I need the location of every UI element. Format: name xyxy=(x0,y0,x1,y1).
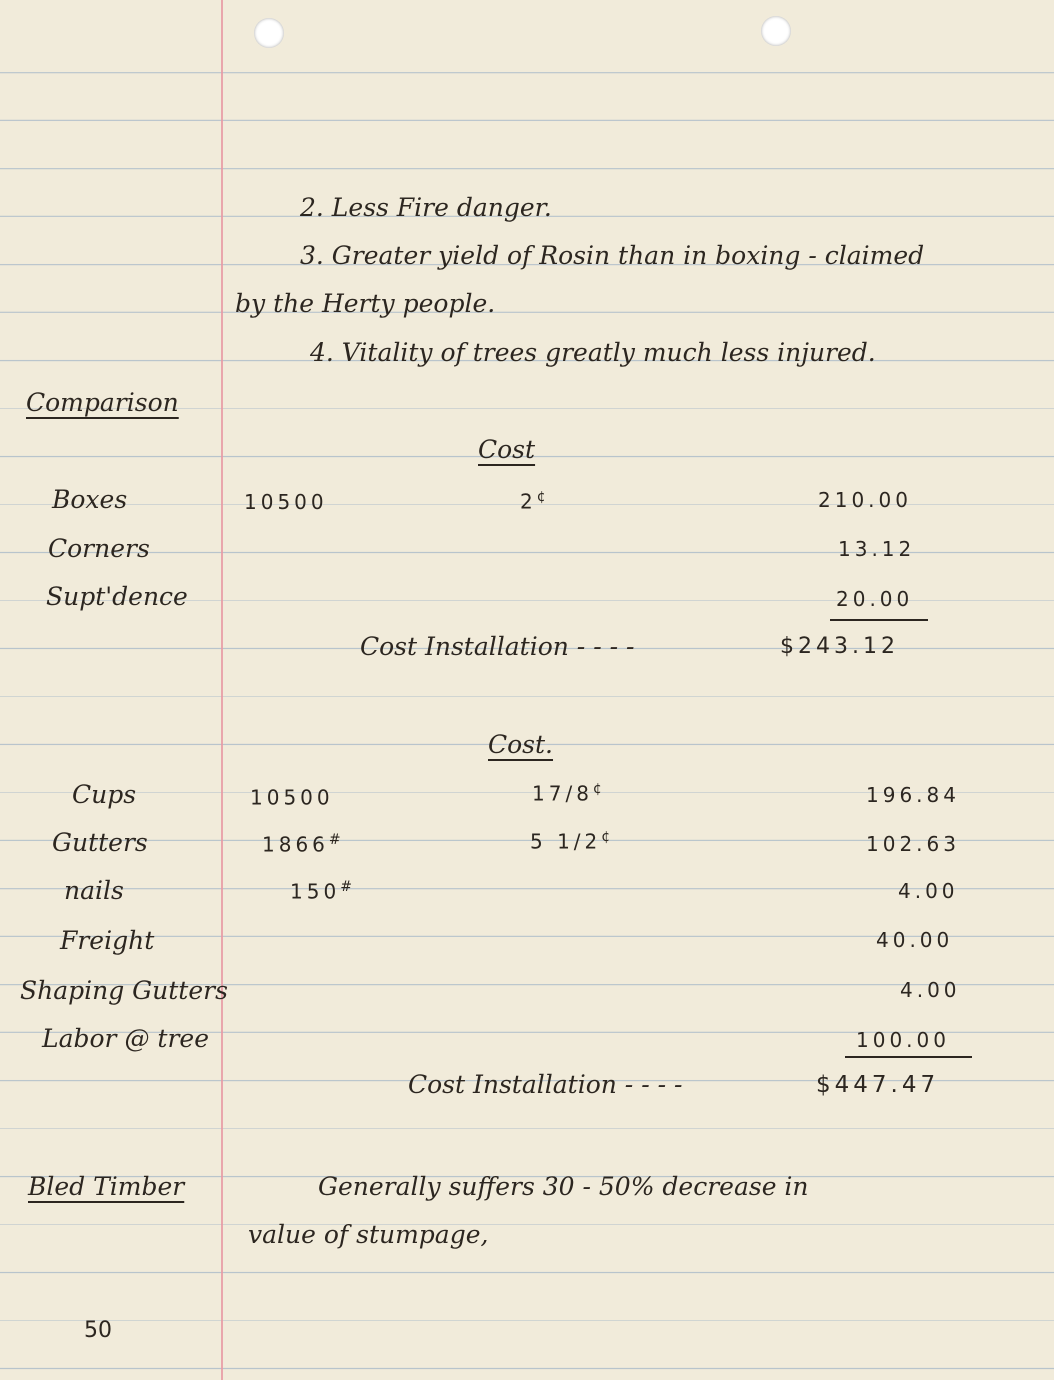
bled-timber-line1: Generally suffers 30 - 50% decrease in xyxy=(318,1172,809,1201)
boxing-row-label: Boxes xyxy=(52,485,128,514)
cups-cost-heading: Cost. xyxy=(488,730,554,759)
boxing-row-amount: 13.12 xyxy=(838,537,916,561)
cups-sum-rule xyxy=(845,1056,972,1058)
punch-hole-right xyxy=(761,16,791,46)
boxing-row-rate: 2¢ xyxy=(520,489,550,514)
bled-timber-heading: Bled Timber xyxy=(28,1172,185,1201)
cups-total-value: $447.47 xyxy=(816,1072,940,1098)
boxing-sum-rule xyxy=(830,619,928,621)
comparison-heading: Comparison xyxy=(26,388,179,417)
boxing-row-amount: 210.00 xyxy=(818,488,912,512)
boxing-cost-heading: Cost xyxy=(478,435,536,464)
cups-row-label: Shaping Gutters xyxy=(20,976,228,1005)
cups-row-label: Cups xyxy=(72,780,137,809)
page-number: 50 xyxy=(84,1318,112,1343)
cups-row-amount: 100.00 xyxy=(856,1028,950,1052)
boxing-total-value: $243.12 xyxy=(780,634,899,659)
boxing-total-label: Cost Installation - - - - xyxy=(360,632,635,661)
cups-row-rate: 5 1/2¢ xyxy=(530,829,615,854)
cups-row-amount: 4.00 xyxy=(900,978,961,1002)
boxing-row-label: Corners xyxy=(48,534,150,563)
item-4: 4. Vitality of trees greatly much less injured. xyxy=(310,338,876,367)
cups-row-qty: 150# xyxy=(290,879,356,904)
punch-hole-left xyxy=(254,18,284,48)
item-3-line2: by the Herty people. xyxy=(235,289,496,318)
cups-row-label: Labor @ tree xyxy=(42,1024,209,1053)
cups-row-amount: 40.00 xyxy=(876,928,954,952)
cups-total-label: Cost Installation - - - - xyxy=(408,1070,683,1099)
bled-timber-line2: value of stumpage, xyxy=(248,1220,489,1249)
item-3-line1: 3. Greater yield of Rosin than in boxing - claimed xyxy=(300,241,925,270)
margin-line xyxy=(221,0,223,1380)
cups-row-qty: 1866# xyxy=(262,832,345,857)
boxing-row-qty: 10500 xyxy=(244,490,328,514)
cups-row-amount: 102.63 xyxy=(866,832,960,856)
item-2: 2. Less Fire danger. xyxy=(300,193,552,222)
cups-row-rate: 17/8¢ xyxy=(532,781,606,806)
cups-row-qty: 10500 xyxy=(250,785,334,810)
cups-row-label: Gutters xyxy=(52,828,148,857)
cups-row-label: Freight xyxy=(60,926,155,955)
boxing-row-amount: 20.00 xyxy=(836,587,914,611)
cups-row-amount: 196.84 xyxy=(866,783,960,807)
boxing-row-label: Supt'dence xyxy=(46,582,188,611)
cups-row-amount: 4.00 xyxy=(898,879,959,903)
cups-row-label: nails xyxy=(64,876,124,905)
